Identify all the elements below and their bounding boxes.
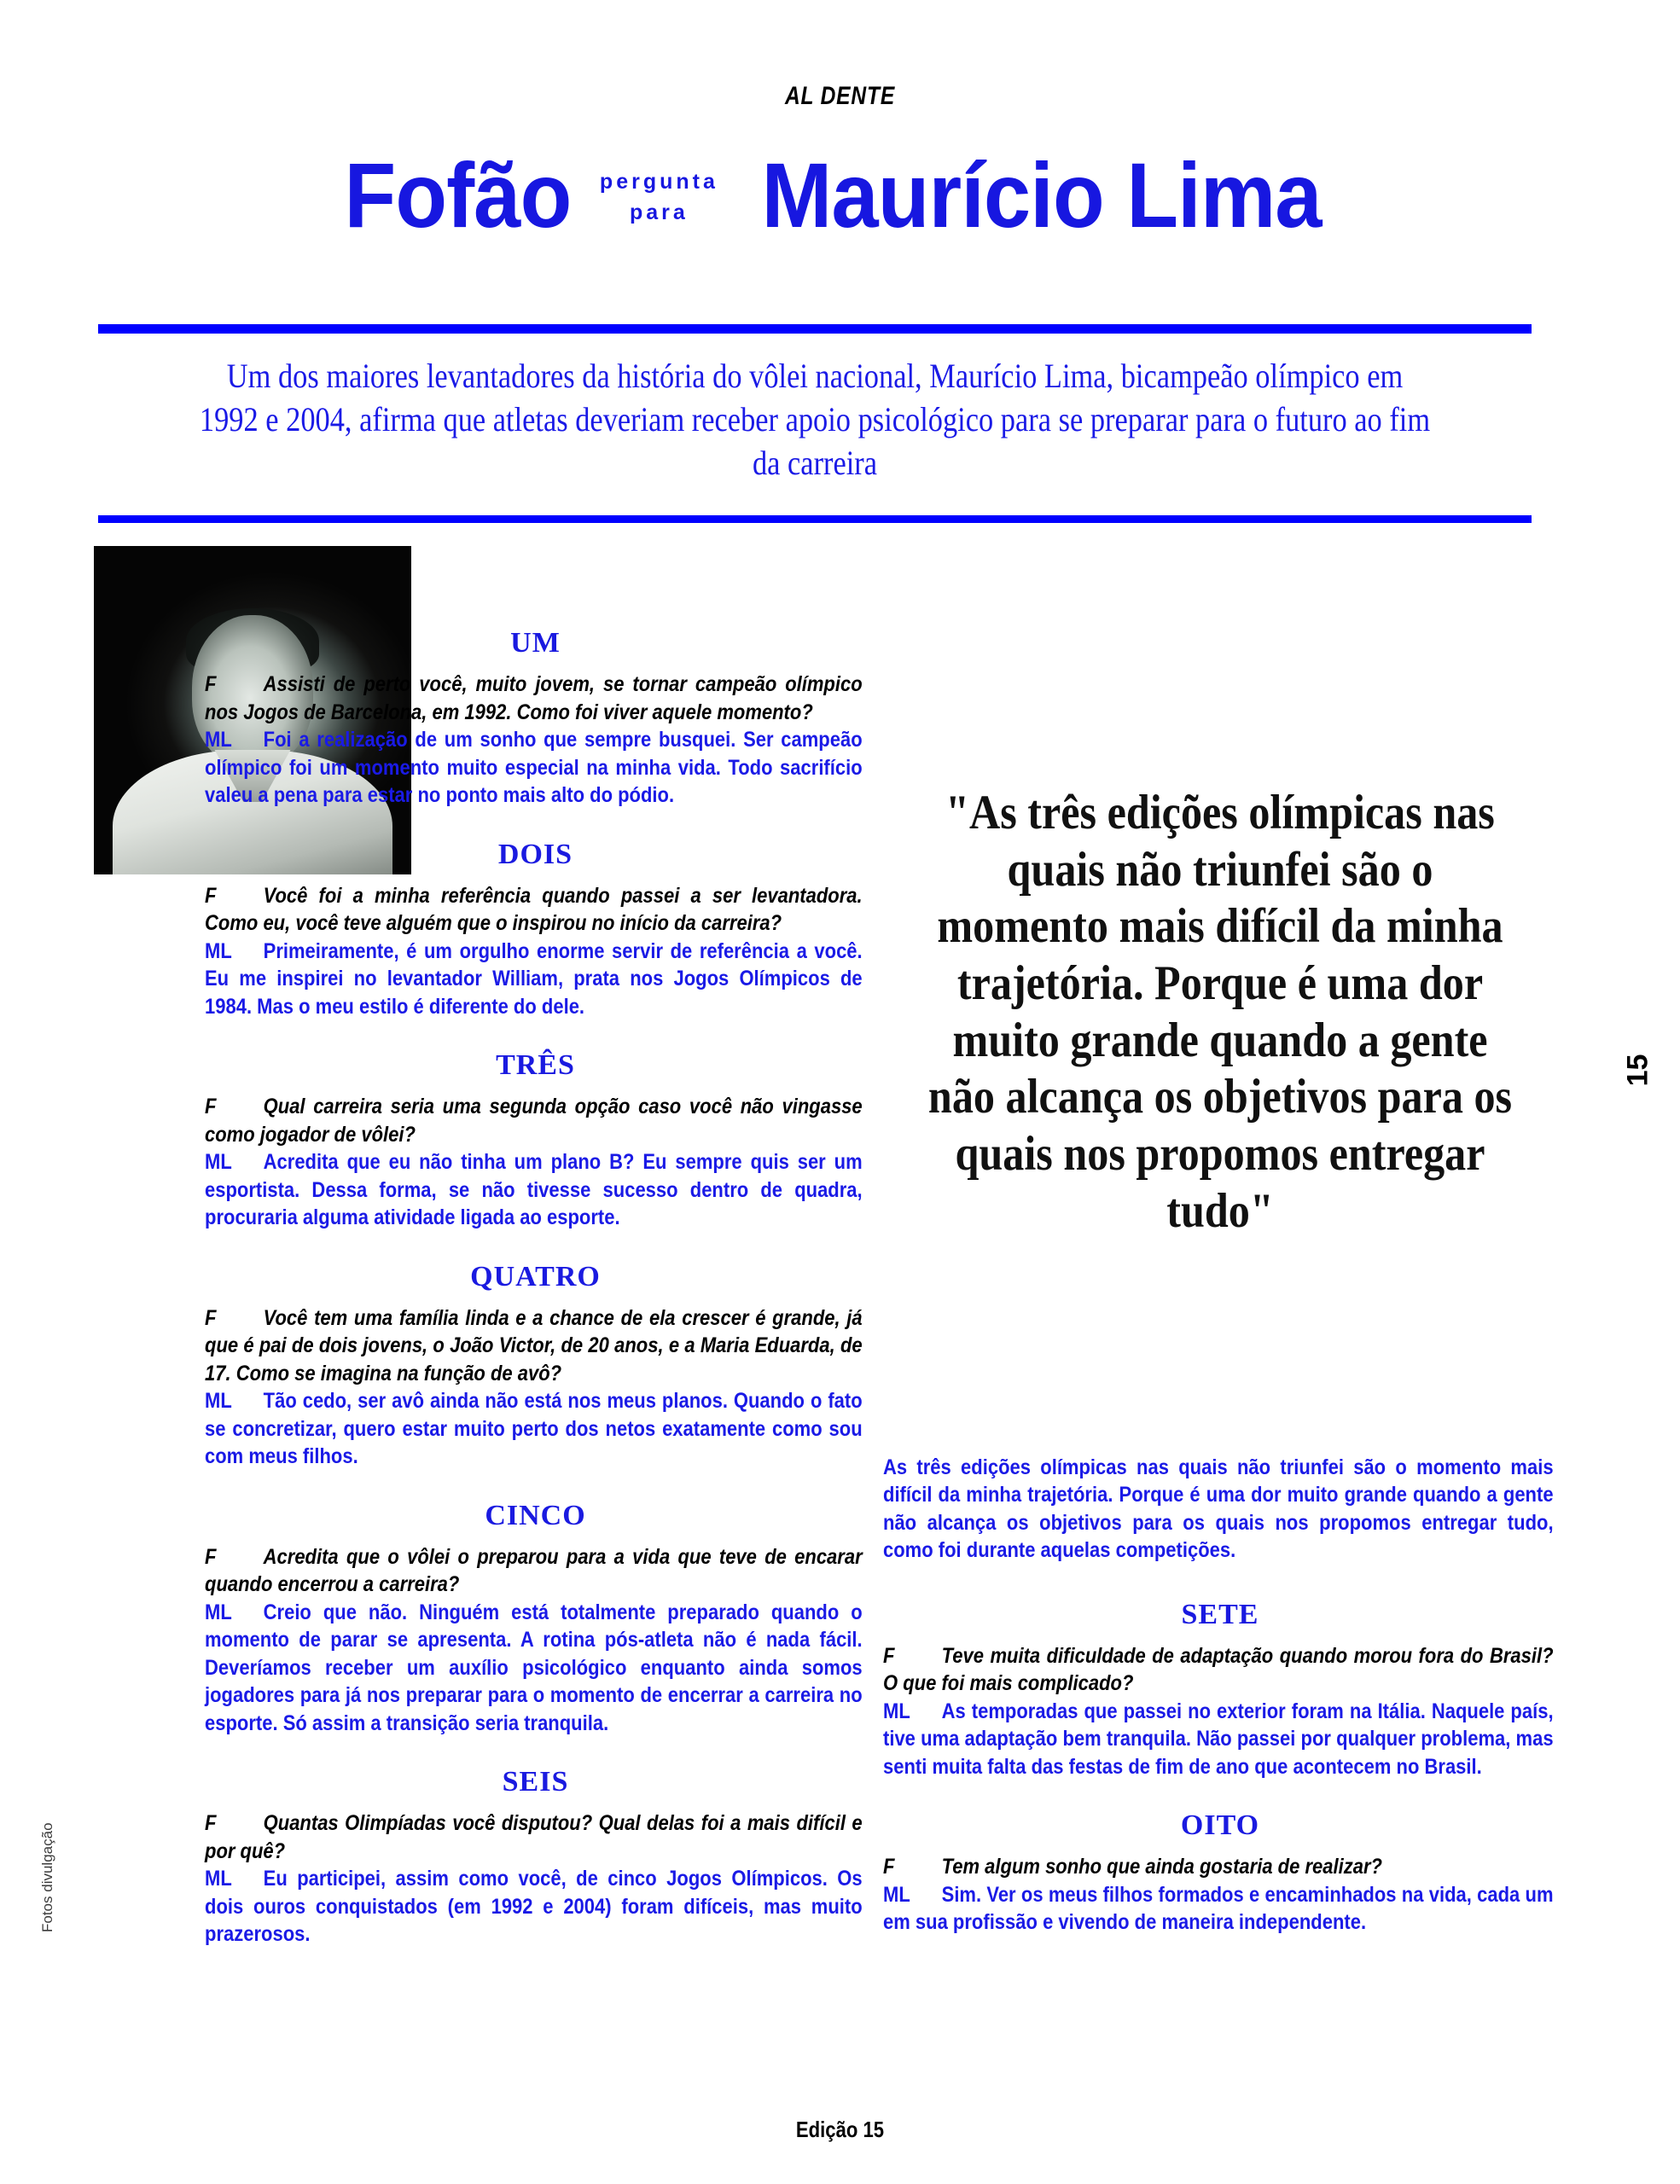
qa-answer [883, 1698, 1554, 1781]
qa-answer [205, 1865, 863, 1949]
qa-question [205, 1304, 863, 1388]
interviewee-tag: ML [883, 1699, 910, 1723]
qa-number-heading: SETE [1181, 1598, 1259, 1630]
page-footer: Edição 15 [795, 2117, 885, 2142]
qa-number-heading: DOIS [497, 838, 573, 870]
article-masthead [0, 143, 1680, 247]
section-kicker: AL DENTE [784, 82, 896, 110]
qa-question-text: Acredita que o vôlei o preparou para a vida que teve de encarar quando encerrou a carreira? [205, 1544, 863, 1596]
qa-question [883, 1853, 1554, 1881]
interviewee-tag: ML [205, 1389, 232, 1413]
interviewer-tag: F [205, 883, 217, 908]
interviewee-tag: ML [205, 1150, 232, 1174]
qa-question [205, 882, 863, 938]
qa-block [883, 1809, 1557, 1937]
qa-question-text: Tem algum sonho que ainda gostaria de realizar? [941, 1855, 1382, 1879]
qa-question [883, 1642, 1554, 1698]
divider-rule-top [98, 324, 1532, 334]
qa-block [205, 1049, 866, 1232]
page-folio: 15 [1621, 1054, 1654, 1087]
interviewer-tag: F [205, 1544, 217, 1569]
qa-answer [883, 1881, 1554, 1937]
masthead-interviewer-name: Fofão [344, 143, 572, 247]
qa-answer [205, 1599, 863, 1738]
interviewee-tag: ML [205, 1867, 232, 1891]
pull-quote: "As três edições olímpicas nas quais não triunfei são o momento mais difícil da minha trajetória. Porque é uma dor muito grande quando a gente não alcança os objetivos para os quais nos propomos entregar tudo" [927, 786, 1513, 1238]
qa-question-text: Quantas Olimpíadas você disputou? Qual delas foi a mais difícil e por quê? [205, 1811, 863, 1863]
qa-number-heading: UM [510, 627, 561, 659]
qa-number-heading: CINCO [485, 1499, 586, 1531]
qa-answer [205, 1148, 863, 1232]
interviewer-tag: F [205, 1811, 217, 1835]
qa-question-text: Assisti de perto você, muito jovem, se tornar campeão olímpico nos Jogos de Barcelona, em 1992. Como foi viver aquele momento? [205, 672, 863, 724]
interviewer-tag: F [883, 1855, 895, 1879]
qa-answer-text: Eu participei, assim como você, de cinco Jogos Olímpicos. Os dois ouros conquistados (em 1992 e 2004) foram difíceis, mas muito prazerosos. [205, 1867, 863, 1946]
interviewer-tag: F [205, 672, 217, 696]
interviewer-tag: F [205, 1305, 217, 1330]
interviewer-tag: F [883, 1643, 895, 1668]
qa-number-heading: SEIS [502, 1766, 569, 1798]
qa-answer-text: Sim. Ver os meus filhos formados e encaminhados na vida, cada um em sua profissão e vivendo de maneira independente. [883, 1882, 1554, 1934]
masthead-connector-line1: pergunta [599, 169, 718, 194]
standfirst: Um dos maiores levantadores da história do vôlei nacional, Maurício Lima, bicampeão olímpico em 1992 e 2004, afirma que atletas deveriam receber apoio psicológico para se preparar para o futuro ao fim da carreira [199, 357, 1431, 483]
masthead-interviewee-name: Maurício Lima [761, 143, 1322, 247]
column-right [883, 785, 1557, 1966]
qa-block [883, 1599, 1557, 1781]
column-left [205, 627, 866, 1978]
photo-credit: Fotos divulgação [39, 1822, 55, 1932]
qa-block [205, 1500, 866, 1738]
qa-number-heading: TRÊS [496, 1049, 575, 1081]
divider-rule-bottom [98, 515, 1532, 523]
qa-question-text: Você tem uma família linda e a chance de ela crescer é grande, já que é pai de dois jovens, o João Victor, de 20 anos, e a Maria Eduarda, de 17. Como se imagina na função de avô? [205, 1305, 863, 1385]
interviewee-tag: ML [205, 1600, 232, 1624]
qa-answer-text: As temporadas que passei no exterior foram na Itália. Naquele país, tive uma adaptação bem tranquila. Não passei por qualquer problema, mas senti muita falta das festas de fim de ano que acontecem no Brasil. [883, 1699, 1554, 1779]
qa-answer [205, 938, 863, 1021]
qa-block [205, 839, 866, 1021]
qa-question [205, 1093, 863, 1148]
qa-question-text: Você foi a minha referência quando passei a ser levantadora. Como eu, você teve alguém que o inspirou no início da carreira? [205, 883, 863, 935]
qa-answer-text: Primeiramente, é um orgulho enorme servir de referência a você. Eu me inspirei no levantador William, prata nos Jogos Olímpicos de 1984. Mas o meu estilo é diferente do dele. [205, 938, 863, 1019]
interviewee-tag: ML [205, 728, 232, 752]
qa-question-text: Qual carreira seria uma segunda opção caso você não vingasse como jogador de vôlei? [205, 1095, 863, 1147]
interviewee-tag: ML [883, 1882, 910, 1907]
qa-question [205, 671, 863, 726]
qa-answer [205, 726, 863, 810]
qa-block [205, 1766, 866, 1949]
masthead-connector [600, 166, 718, 242]
interviewer-tag: F [205, 1095, 217, 1118]
qa-answer [205, 1387, 863, 1471]
qa-number-heading: QUATRO [470, 1260, 601, 1292]
pull-quote-continuation: As três edições olímpicas nas quais não triunfei são o momento mais difícil da minha trajetória. Porque é uma dor muito grande quando a gente não alcança os objetivos para os quais nos propomos entregar tudo, como foi durante aquelas competições. [883, 1455, 1554, 1562]
qa-answer-text: Creio que não. Ninguém está totalmente preparado quando o momento de parar se apresenta. A rotina pós-atleta não é nada fácil. Deveríamos receber um auxílio psicológico enquanto ainda somos jogadores para já nos preparar para o momento de encerrar a carreira no esporte. Só assim a transição seria tranquila. [205, 1600, 863, 1735]
qa-block [205, 1261, 866, 1471]
qa-answer-text: Acredita que eu não tinha um plano B? Eu sempre quis ser um esportista. Dessa forma, se não tivesse sucesso dentro de quadra, procuraria alguma atividade ligada ao esporte. [205, 1150, 863, 1229]
qa-block [205, 627, 866, 810]
interviewee-tag: ML [205, 938, 232, 963]
qa-question [205, 1809, 863, 1865]
qa-question [205, 1543, 863, 1599]
masthead-connector-line2: para [629, 200, 689, 224]
qa-answer-text: Tão cedo, ser avô ainda não está nos meus planos. Quando o fato se concretizar, quero estar muito perto dos netos exatamente como sou com meus filhos. [205, 1389, 863, 1468]
qa-answer-text: Foi a realização de um sonho que sempre busquei. Ser campeão olímpico foi um momento muito especial na minha vida. Todo sacrifício valeu a pena para estar no ponto mais alto do pódio. [205, 728, 863, 807]
qa-question-text: Teve muita dificuldade de adaptação quando morou fora do Brasil? O que foi mais complicado? [883, 1643, 1554, 1695]
qa-number-heading: OITO [1180, 1809, 1260, 1841]
